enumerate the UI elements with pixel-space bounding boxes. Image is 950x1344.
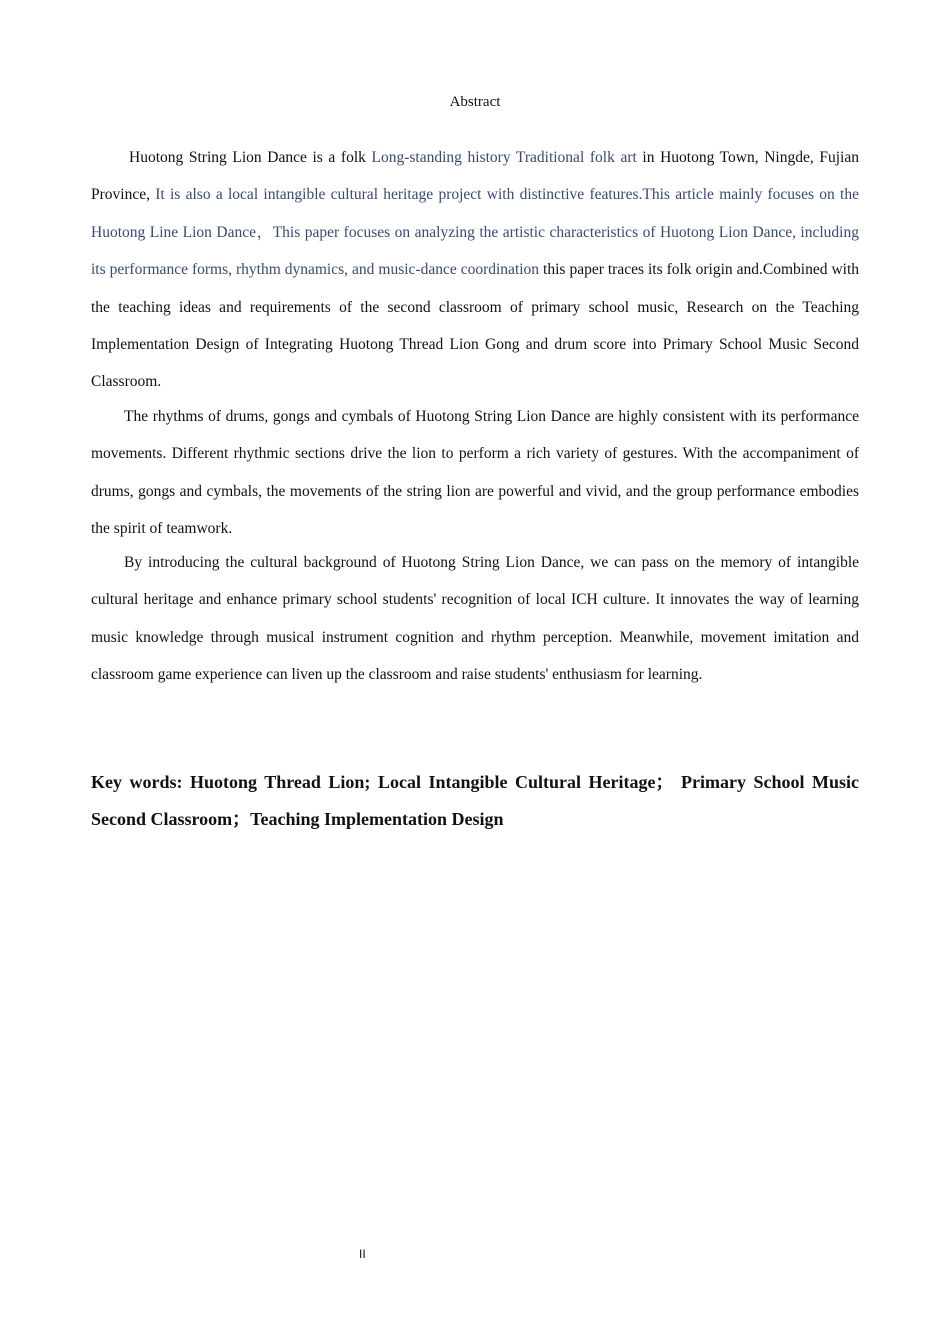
p1-segment-b: Long-standing history Traditional folk art: [371, 149, 637, 166]
p3-text: By introducing the cultural background of Huotong String Lion Dance, we can pass on the memory of intangible cultural heritage and enhance primary school students' recognition of local ICH culture. It innovates the way of learning music knowledge through musical instrument cognition and rhythm perception. Meanwhile, movement imitation and classroom game experience can liven up the classroom and raise students' enthusiasm for learning.: [91, 554, 859, 684]
p1-segment-c: in Huotong Town, Ningde, Fujian Province,: [91, 149, 859, 204]
abstract-paragraph-2: [91, 398, 859, 548]
abstract-paragraph-1: [91, 139, 859, 401]
p1-segment-e: this paper traces its folk origin and.Combined with the teaching ideas and requirements of the second classroom of primary school music, Research on the Teaching Implementation Design of Integrating Huotong Thread Lion Gong and drum score into Primary School Music Second Classroom.: [91, 261, 860, 391]
abstract-title: Abstract: [449, 94, 501, 110]
p2-text: The rhythms of drums, gongs and cymbals of Huotong String Lion Dance are highly consistent with its performance movements. Different rhythmic sections drive the lion to perform a rich variety of gestures. With the accompaniment of drums, gongs and cymbals, the movements of the string lion are powerful and vivid, and the group performance embodies the spirit of teamwork.: [91, 408, 859, 538]
abstract-paragraph-3: [91, 544, 859, 694]
p1-segment-d: It is also a local intangible cultural heritage project with distinctive features.This article mainly focuses on the Huotong Line Lion Dance，This paper focuses on analyzing the artistic characteristics of Huotong Lion Dance, including its performance forms, rhythm dynamics, and music-dance coordination: [91, 186, 859, 279]
keywords: Key words: Huotong Thread Lion; Local Intangible Cultural Heritage； Primary School Music Second Classroom；Teaching Implementation Design: [91, 772, 859, 829]
p1-segment-a: Huotong String Lion Dance is a folk: [129, 149, 372, 166]
page-number: II: [359, 1247, 366, 1261]
